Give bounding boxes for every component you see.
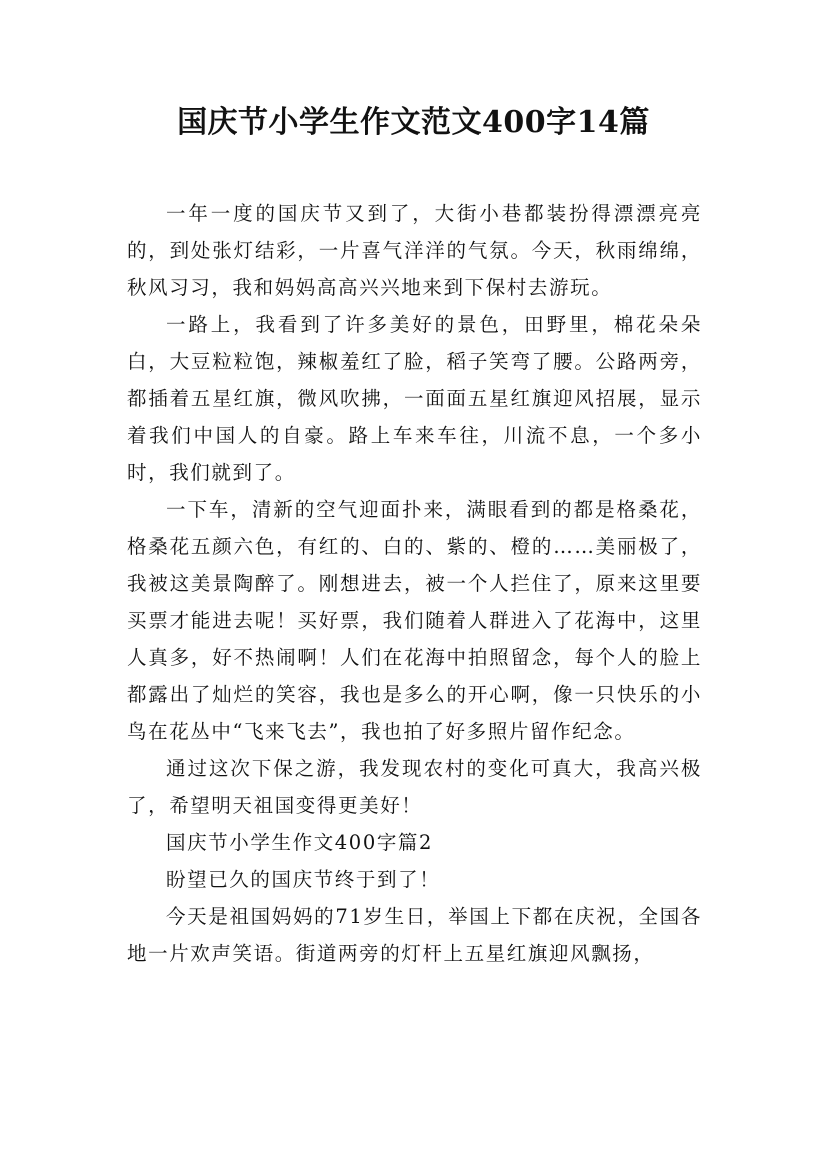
paragraph: 通过这次下保之游，我发现农村的变化可真大，我高兴极了，希望明天祖国变得更美好！: [127, 757, 702, 817]
paragraph: 一下车，清新的空气迎面扑来，满眼看到的都是格桑花，格桑花五颜六色，有红的、白的、紫的、橙的……美丽极了，我被这美景陶醉了。刚想进去，被一个人拦住了，原来这里要买票才能进去呢！买好票，我们随着人群进入了花海中，这里人真多，好不热闹啊！人们在花海中拍照留念，每个人的脸上都露出了灿烂的笑容，我也是多么的开心啊，像一只快乐的小鸟在花丛中“飞来飞去”，我也拍了好多照片留作纪念。: [127, 498, 702, 743]
document-title: 国庆节小学生作文范文400字14篇: [177, 105, 650, 140]
paragraph: 一年一度的国庆节又到了，大街小巷都装扮得漂漂亮亮的，到处张灯结彩，一片喜气洋洋的气氛。今天，秋雨绵绵，秋风习习，我和妈妈高高兴兴地来到下保村去游玩。: [127, 202, 702, 299]
section-heading: 国庆节小学生作文400字篇2: [166, 831, 434, 854]
document-body: [127, 195, 702, 972]
paragraph: 今天是祖国妈妈的71岁生日，举国上下都在庆祝，全国各地一片欢声笑语。街道两旁的灯杆上五星红旗迎风飘扬，: [127, 905, 702, 965]
paragraph: 盼望已久的国庆节终于到了！: [166, 868, 441, 891]
paragraph: 一路上，我看到了许多美好的景色，田野里，棉花朵朵白，大豆粒粒饱，辣椒羞红了脸，稻子笑弯了腰。公路两旁，都插着五星红旗，微风吹拂，一面面五星红旗迎风招展，显示着我们中国人的自豪。路上车来车往，川流不息，一个多小时，我们就到了。: [127, 313, 702, 484]
